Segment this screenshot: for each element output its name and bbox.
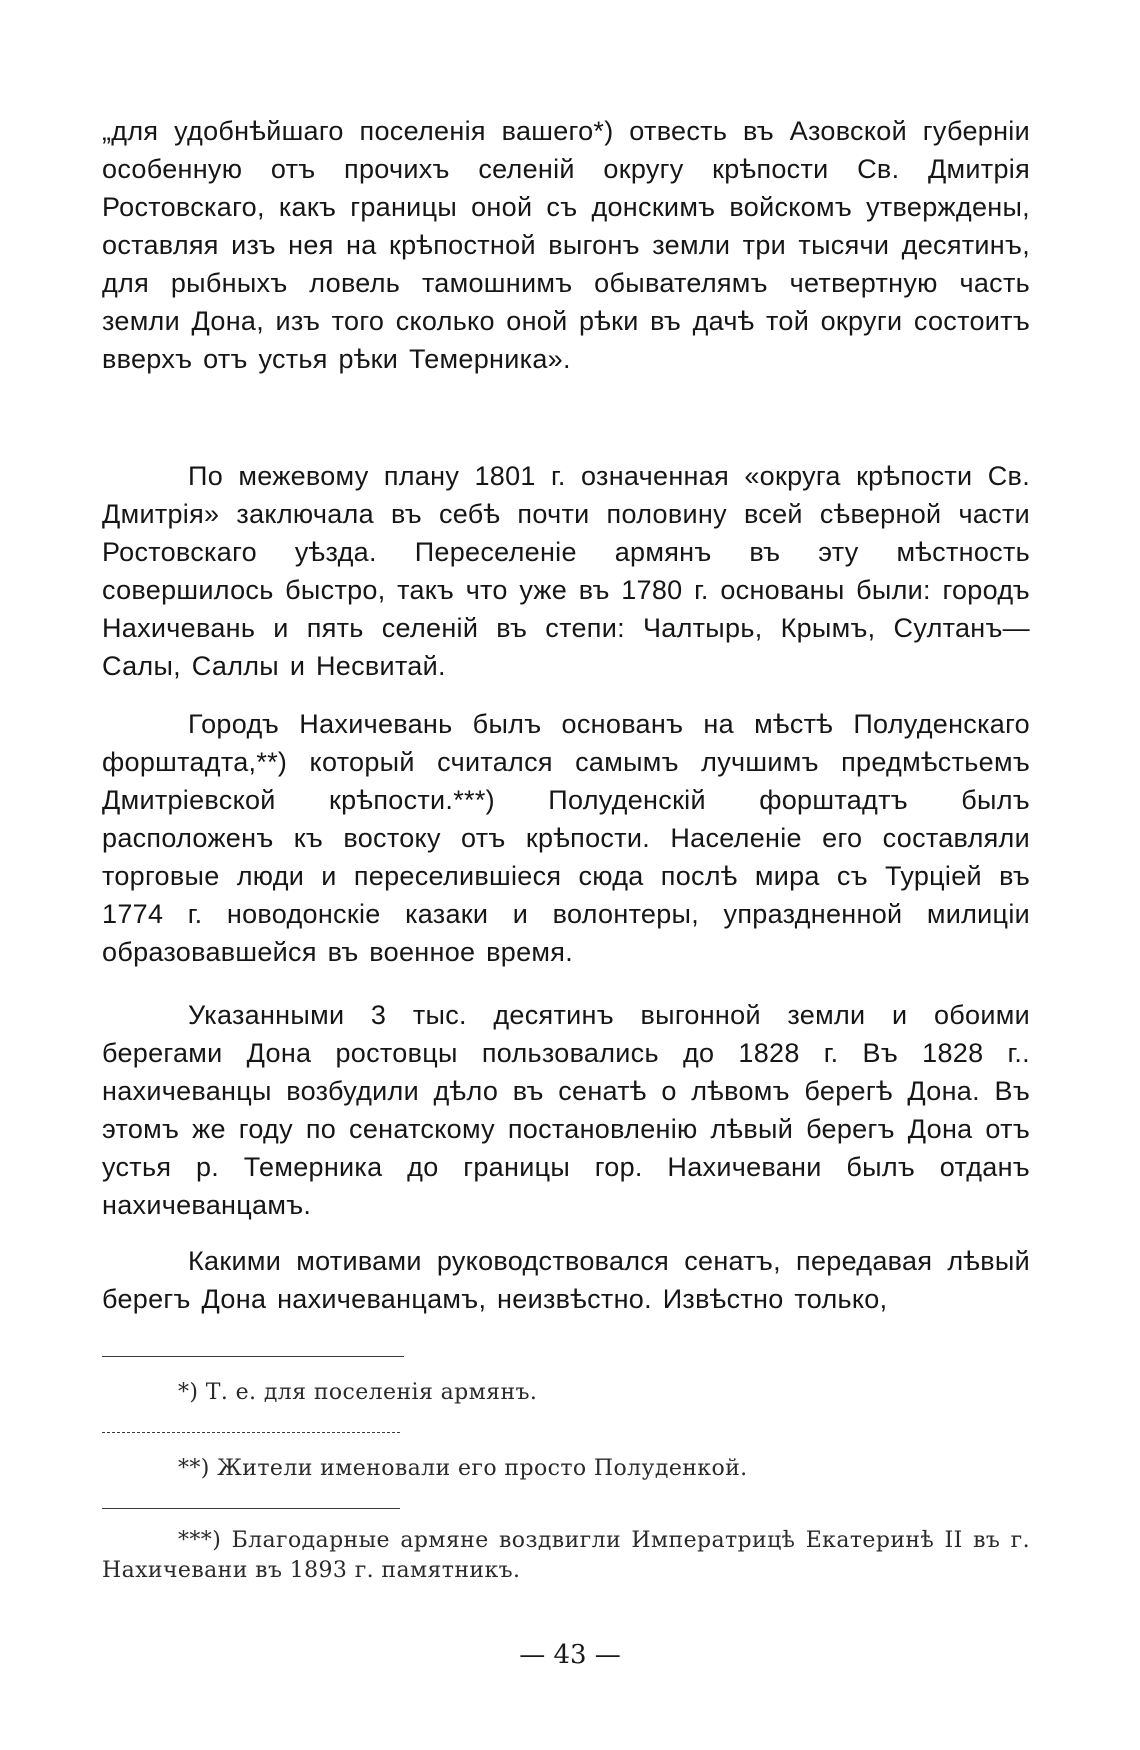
footnote-divider bbox=[102, 1508, 400, 1509]
paragraph-senate-motives: Какими мотивами руководствовался сенатъ, передавая лѣвый берегъ Дона нахичеванцамъ, неизвѣстно. Извѣстно только, bbox=[102, 1246, 1030, 1314]
paragraph-nakhichevan-founding: Городъ Нахичевань былъ основанъ на мѣстѣ Полуденскаго форштадта,**) который считался самымъ лучшимъ предмѣстьемъ Дмитріевской крѣпости.***) Полуденскій форштадтъ былъ расположенъ къ востоку отъ крѣпости. Населеніе его составляли торговые люди и переселившіеся сюда послѣ мира съ Турціей въ 1774 г. новодонскіе казаки и волонтеры, упраздненной милиціи образовавшейся въ военное время. bbox=[102, 709, 1030, 967]
page-number: — 43 — bbox=[519, 1640, 621, 1670]
paragraph-quote: „для удобнѣйшаго поселенія вашего*) отвесть въ Азовской губерніи особенную отъ прочихъ селеній округу крѣпости Св. Дмитрія Ростовскаго, какъ границы оной съ донскимъ войскомъ утверждены, оставляя изъ нея на крѣпостной выгонъ земли три тысячи десятинъ, для рыбныхъ ловель тамошнимъ обывателямъ четвертную часть земли Дона, изъ того сколько оной рѣки въ дачѣ той округи состоитъ вверхъ отъ устья рѣки Темерника». bbox=[102, 116, 1030, 374]
paragraph-land-dispute: Указанными 3 тыс. десятинъ выгонной земли и обоими берегами Дона ростовцы пользовались до 1828 г. Въ 1828 г.. нахичеванцы возбудили дѣло въ сенатѣ о лѣвомъ берегѣ Дона. Въ этомъ же году по сенатскому постановленію лѣвый берегъ Дона отъ устья р. Темерника до границы гор. Нахичевани былъ отданъ нахичеванцамъ. bbox=[102, 1000, 1030, 1220]
paragraph-survey-plan: По межевому плану 1801 г. означенная «округа крѣпости Св. Дмитрія» заключала въ себѣ почти половину всей сѣверной части Ростовскаго уѣзда. Переселеніе армянъ въ эту мѣстность совершилось быстро, такъ что уже въ 1780 г. основаны были: городъ Нахичевань и пять селеній въ степи: Чалтырь, Крымъ, Султанъ—Салы, Саллы и Несвитай. bbox=[102, 461, 1030, 681]
footnote-1: *) Т. е. для поселенія армянъ. bbox=[178, 1380, 538, 1405]
footnote-3: ***) Благодарные армяне воздвигли Императрицѣ Екатеринѣ II въ г. Нахичевани въ 1893 г. памятникъ. bbox=[102, 1528, 1030, 1583]
footnote-divider bbox=[102, 1432, 400, 1433]
footnote-divider bbox=[102, 1356, 404, 1357]
footnote-2: **) Жители именовали его просто Полуденкой. bbox=[178, 1456, 748, 1481]
